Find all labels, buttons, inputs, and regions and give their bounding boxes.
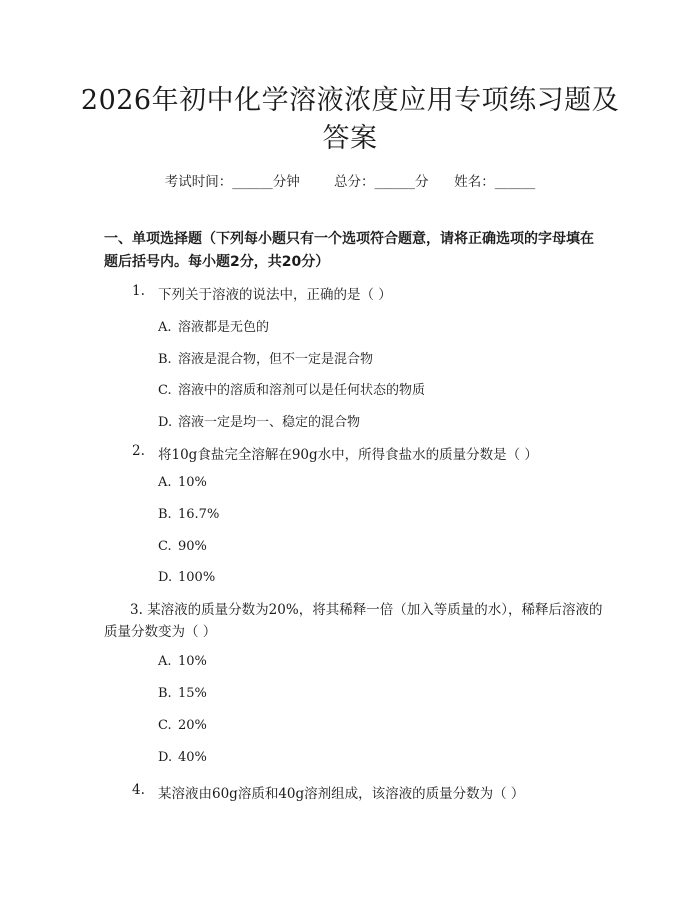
option-letter: B. xyxy=(158,507,172,522)
option-a xyxy=(158,475,207,490)
question-text xyxy=(104,599,604,643)
option-letter: D. xyxy=(158,570,173,585)
option-text: 15% xyxy=(178,686,207,701)
exam-info-row xyxy=(0,170,700,190)
option-text: 90% xyxy=(178,539,207,554)
name-blank: ______ xyxy=(494,174,536,190)
score-label: 总分： xyxy=(334,174,375,190)
option-c xyxy=(158,379,425,398)
option-text: 溶液中的溶质和溶剂可以是任何状态的物质 xyxy=(178,383,426,398)
option-text: 10% xyxy=(178,654,207,669)
option-c xyxy=(158,718,207,733)
question-number: 2. xyxy=(132,443,145,459)
question-text: 将10g食盐完全溶解在90g水中，所得食盐水的质量分数是（ ） xyxy=(158,447,538,463)
score-blank: ______ xyxy=(374,174,416,190)
score-unit: 分 xyxy=(415,174,429,190)
question-number: 4. xyxy=(132,782,145,798)
option-letter: D. xyxy=(158,415,173,430)
option-letter: B. xyxy=(158,686,172,701)
question-text: 某溶液由60g溶质和40g溶剂组成，该溶液的质量分数为（ ） xyxy=(158,786,525,802)
section-heading: 一、单项选择题（下列每小题只有一个选项符合题意，请将正确选项的字母填在题后括号内。每小题2分，共20分） xyxy=(104,231,594,270)
option-letter: A. xyxy=(158,654,172,669)
question-number: 1. xyxy=(132,283,145,299)
option-letter: A. xyxy=(158,320,172,335)
time-unit: 分钟 xyxy=(272,174,300,190)
option-a xyxy=(158,316,269,335)
option-d xyxy=(158,570,215,585)
option-d xyxy=(158,411,360,430)
option-b xyxy=(158,686,207,701)
question-number: 3. xyxy=(130,602,143,618)
option-text: 溶液是混合物，但不一定是混合物 xyxy=(178,352,374,367)
option-text: 10% xyxy=(178,475,207,490)
option-letter: B. xyxy=(158,352,172,367)
option-letter: C. xyxy=(158,539,172,554)
option-text: 40% xyxy=(178,750,207,765)
option-letter: C. xyxy=(158,718,172,733)
document-title: 2026年初中化学溶液浓度应用专项练习题及答案 xyxy=(80,85,620,154)
question-text: 下列关于溶液的说法中，正确的是（ ） xyxy=(158,287,392,303)
option-text: 溶液一定是均一、稳定的混合物 xyxy=(178,415,361,430)
question-text-body: 某溶液的质量分数为20%，将其稀释一倍（加入等质量的水），稀释后溶液的质量分数变为（ ） xyxy=(104,602,603,640)
option-c xyxy=(158,539,207,554)
option-text: 溶液都是无色的 xyxy=(178,320,270,335)
option-text: 16.7% xyxy=(178,507,220,522)
option-b xyxy=(158,507,219,522)
option-letter: A. xyxy=(158,475,172,490)
name-label: 姓名： xyxy=(454,174,495,190)
option-letter: D. xyxy=(158,750,173,765)
option-a xyxy=(158,654,207,669)
option-letter: C. xyxy=(158,383,172,398)
time-blank: ______ xyxy=(232,174,273,190)
option-b xyxy=(158,348,373,367)
option-text: 20% xyxy=(178,718,207,733)
option-text: 100% xyxy=(178,570,216,585)
option-d xyxy=(158,750,207,765)
time-label: 考试时间： xyxy=(164,174,233,190)
